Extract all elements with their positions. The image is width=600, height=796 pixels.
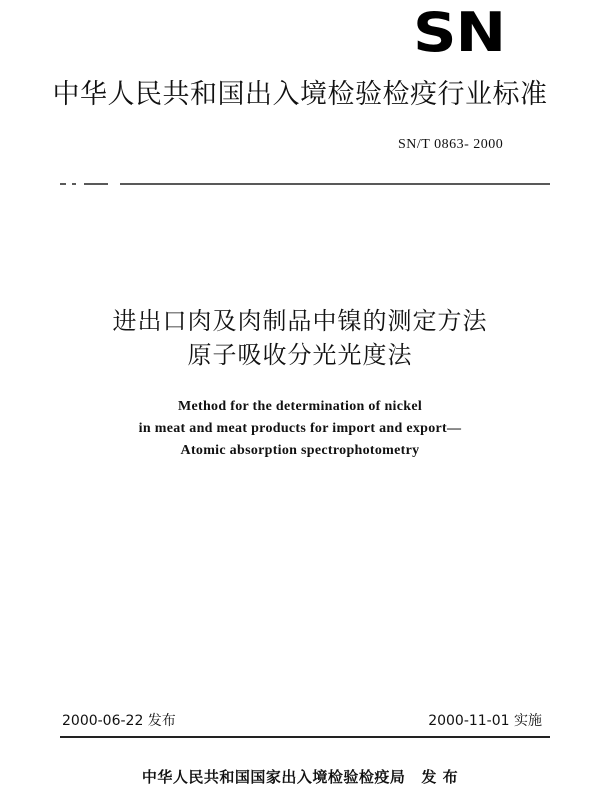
top-divider [60, 183, 550, 185]
effective-date: 2000-11-01 实施 [428, 713, 542, 729]
publisher-line [0, 767, 600, 787]
english-title [0, 396, 600, 462]
standard-code: SN/T 0863- 2000 [398, 137, 504, 152]
publish-action: 发 布 [421, 768, 459, 786]
issue-date: 2000-06-22 发布 [62, 713, 176, 729]
bottom-divider [60, 736, 550, 738]
sn-logo: SN [413, 1, 505, 64]
chinese-title-line-2: 原子吸收分光光度法 [187, 341, 413, 369]
chinese-title [0, 304, 600, 372]
standard-category-heading: 中华人民共和国出入境检验检疫行业标准 [52, 79, 548, 110]
chinese-title-line-1: 进出口肉及肉制品中镍的测定方法 [112, 307, 488, 335]
english-title-line-1: Method for the determination of nickel [177, 399, 423, 414]
publisher-name: 中华人民共和国国家出入境检验检疫局 [141, 768, 406, 786]
english-title-line-2: in meat and meat products for import and export— [138, 421, 462, 436]
english-title-line-3: Atomic absorption spectrophotometry [180, 443, 420, 458]
